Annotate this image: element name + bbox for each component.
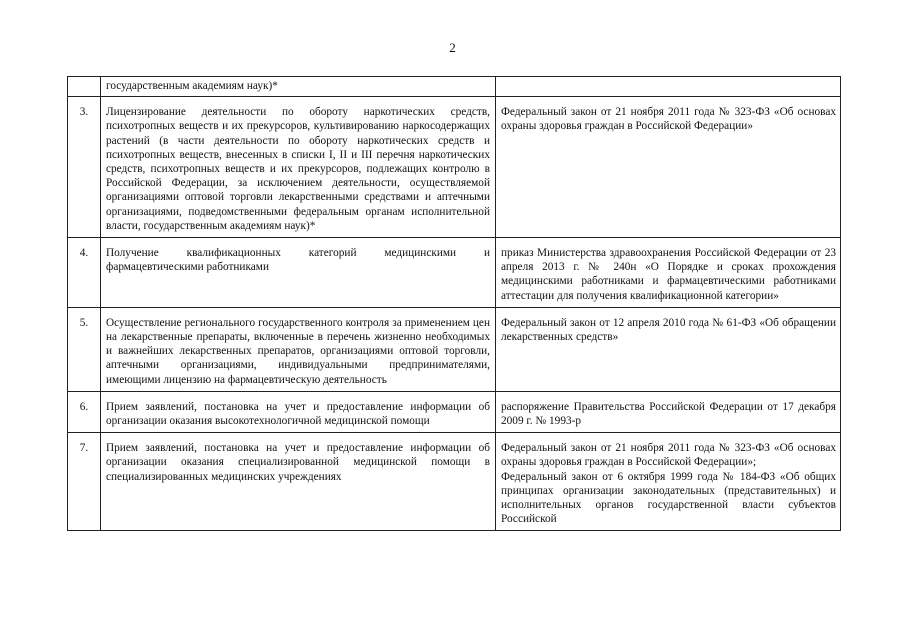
row-number: 6. <box>68 391 101 432</box>
legal-basis <box>496 77 841 97</box>
legal-basis-line: Федеральный закон от 12 апреля 2010 года № 61-ФЗ «Об обращении лекарственных средств» <box>501 316 836 344</box>
table-row <box>68 391 841 432</box>
legal-basis-line: распоряжение Правительства Российской Федерации от 17 декабря 2009 г. № 1993-р <box>501 400 836 428</box>
legal-basis-line: приказ Министерства здравоохранения Российской Федерации от 23 апреля 2013 г. № 240н «О Порядке и сроках прохождения медицинскими работниками и фармацевтическими работниками аттестации для получения квалификационной категории» <box>501 247 836 302</box>
legal-basis-line: Федеральный закон от 6 октября 1999 года № 184-ФЗ «Об общих принципах организации законодательных (представительных) и исполнительных органов государственной власти субъектов Российской <box>501 470 836 526</box>
table-row <box>68 238 841 308</box>
service-description: Получение квалификационных категорий медицинскими и фармацевтическими работниками <box>101 238 496 308</box>
table-row <box>68 97 841 238</box>
service-description: Осуществление регионального государственного контроля за применением цен на лекарственные препараты, включенные в перечень жизненно необходимых и важнейших лекарственных препаратов, организациями оптовой торговли, аптечными организациями, индивидуальными предпринимателями, имеющими лицензию на фармацевтическую деятельность <box>101 307 496 391</box>
legal-basis <box>496 307 841 391</box>
service-description: Прием заявлений, постановка на учет и предоставление информации об организации оказания высокотехнологичной медицинской помощи <box>101 391 496 432</box>
legal-basis <box>496 433 841 531</box>
service-description: Прием заявлений, постановка на учет и предоставление информации об организации оказания специализированной медицинской помощи в специализированных медицинских учреждениях <box>101 433 496 531</box>
service-description: государственным академиям наук)* <box>101 77 496 97</box>
legal-basis <box>496 238 841 308</box>
legal-basis-line: Федеральный закон от 21 ноября 2011 года № 323-ФЗ «Об основах охраны здоровья граждан в Российской Федерации»; <box>501 442 836 469</box>
services-table <box>67 76 841 531</box>
row-number: 7. <box>68 433 101 531</box>
table-row <box>68 77 841 97</box>
service-description: Лицензирование деятельности по обороту наркотических средств, психотропных веществ и их прекурсоров, культивированию наркосодержащих растений (в части деятельности по обороту наркотических средств и психотропных веществ, внесенных в списки I, II и III перечня наркотических средств, психотропных веществ и их прекурсоров, подлежащих контролю в Российской Федерации, за исключением деятельности, осуществляемой организациями оптовой торговли лекарственными средствами и аптечными организациями, подведомственными федеральным органам исполнительной власти, государственным академиям наук)* <box>101 97 496 238</box>
row-number: 3. <box>68 97 101 238</box>
legal-basis-line: Федеральный закон от 21 ноября 2011 года № 323-ФЗ «Об основах охраны здоровья граждан в Российской Федерации» <box>501 106 836 133</box>
table-row <box>68 433 841 531</box>
legal-basis <box>496 97 841 238</box>
row-number: 4. <box>68 238 101 308</box>
row-number <box>68 77 101 97</box>
legal-basis <box>496 391 841 432</box>
row-number: 5. <box>68 307 101 391</box>
page-number: 2 <box>449 40 456 55</box>
table-row <box>68 307 841 391</box>
